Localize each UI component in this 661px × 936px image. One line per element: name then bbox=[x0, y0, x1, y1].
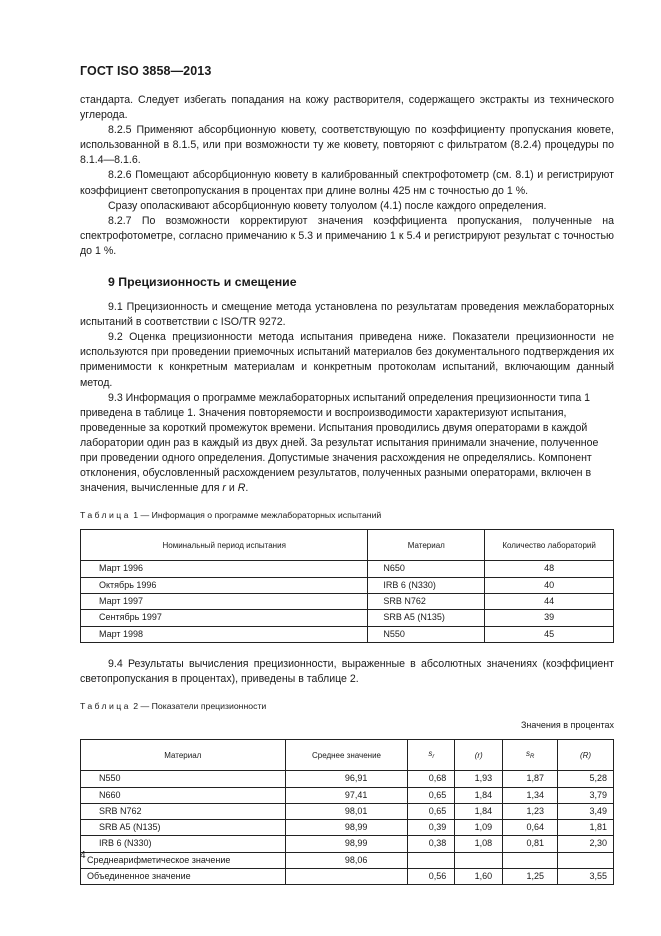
table-cell: 1,09 bbox=[455, 820, 503, 836]
table-cell: Октябрь 1996 bbox=[81, 577, 368, 593]
table-cell: 1,84 bbox=[455, 803, 503, 819]
paragraph-8-2-6: 8.2.6 Помещают абсорбционную кювету в калиброванный спектрофотометр (см. 8.1) и регистрируют коэффициент светопропускания в процентах при длине волны 425 нм с точностью до 1 %. bbox=[80, 169, 614, 197]
table-cell: 3,79 bbox=[558, 787, 614, 803]
page-number: 4 bbox=[80, 850, 86, 861]
table-cell-empty bbox=[558, 852, 614, 868]
table-cell: 1,34 bbox=[503, 787, 558, 803]
table-row bbox=[81, 836, 614, 852]
header-sr-subscript: r bbox=[432, 753, 435, 760]
header-sR-subscript: R bbox=[529, 753, 535, 760]
table-2-caption-text: 2 — Показатели прецизионности bbox=[130, 701, 267, 712]
table-cell: 96,91 bbox=[285, 771, 408, 787]
paragraph-8-2-6-rinse: Сразу ополаскивают абсорбционную кювету толуолом (4.1) после каждого определения. bbox=[108, 199, 547, 212]
pooled-label: Объединенное значение bbox=[81, 868, 286, 884]
table-1-header-labs: Количество лабораторий bbox=[485, 530, 614, 561]
table-2-units: Значения в процентах bbox=[520, 720, 614, 731]
table-1-header-period: Номинальный период испытания bbox=[81, 530, 368, 561]
table-row bbox=[81, 561, 614, 577]
table-1 bbox=[80, 529, 614, 642]
table-cell: 1,84 bbox=[455, 787, 503, 803]
table-1-caption-label: Таблица bbox=[80, 510, 131, 521]
table-cell: 98,99 bbox=[285, 836, 408, 852]
table-cell: 0,38 bbox=[408, 836, 455, 852]
table-cell: 1,87 bbox=[503, 771, 558, 787]
table-2-header-sR bbox=[503, 740, 558, 771]
table-2-header-r bbox=[455, 740, 503, 771]
header-r-symbol: (r) bbox=[474, 750, 483, 760]
table-2-header-mean: Среднее значение bbox=[285, 740, 408, 771]
paragraph-9-3-and: и bbox=[225, 482, 238, 495]
table-1-caption-text: 1 — Информация о программе межлабораторных испытаний bbox=[130, 510, 382, 521]
table-2-header-sr bbox=[408, 740, 455, 771]
table-cell-empty bbox=[503, 852, 558, 868]
paragraph-9-3 bbox=[80, 391, 614, 497]
table-cell: 98,99 bbox=[285, 820, 408, 836]
table-cell: 0,68 bbox=[408, 771, 455, 787]
average-label: Среднеарифметическое значение bbox=[81, 852, 286, 868]
table-cell: 1,81 bbox=[558, 820, 614, 836]
table-cell: N660 bbox=[81, 787, 286, 803]
paragraph-9-1: 9.1 Прецизионность и смещение метода установлена по результатам проведения межлабораторных испытаний в соответствии с ISO/TR 9272. bbox=[80, 301, 614, 329]
table-cell: 1,23 bbox=[503, 803, 558, 819]
table-2-caption bbox=[80, 699, 614, 714]
document-header: ГОСТ ISO 3858—2013 bbox=[80, 64, 212, 78]
average-value: 98,06 bbox=[285, 852, 408, 868]
paragraph-8-2-5: 8.2.5 Применяют абсорбционную кювету, соответствующую по коэффициенту пропускания кювете, использованной в 8.1.5, или при возможности ту же кювету, повторяют с фильтратом (8.2.4) процедуры по 8.1.4—8.1.6. bbox=[80, 124, 614, 167]
table-cell: 0,65 bbox=[408, 787, 455, 803]
table-cell: 0,64 bbox=[503, 820, 558, 836]
table-row bbox=[81, 593, 614, 609]
table-2-pooled-row bbox=[81, 868, 614, 884]
table-row bbox=[81, 787, 614, 803]
table-cell: 40 bbox=[485, 577, 614, 593]
table-1-header-row bbox=[81, 530, 614, 561]
table-cell: 45 bbox=[485, 626, 614, 642]
document-body bbox=[80, 93, 614, 885]
symbol-r: r bbox=[222, 482, 226, 495]
pooled-r: 1,60 bbox=[455, 868, 503, 884]
header-R-symbol: (R) bbox=[579, 750, 592, 760]
table-cell: 0,65 bbox=[408, 803, 455, 819]
table-2-header-material: Материал bbox=[81, 740, 286, 771]
header-sr-symbol: s bbox=[428, 748, 433, 758]
table-cell: 48 bbox=[485, 561, 614, 577]
table-cell: 2,30 bbox=[558, 836, 614, 852]
table-cell: Март 1997 bbox=[81, 593, 368, 609]
pooled-R: 3,55 bbox=[558, 868, 614, 884]
table-cell: Март 1996 bbox=[81, 561, 368, 577]
table-row bbox=[81, 803, 614, 819]
table-cell: N650 bbox=[368, 561, 485, 577]
table-cell: Сентябрь 1997 bbox=[81, 610, 368, 626]
table-row bbox=[81, 771, 614, 787]
paragraph-9-4: 9.4 Результаты вычисления прецизионности, выраженные в абсолютных значениях (коэффициент светопропускания в процентах), приведены в таблице 2. bbox=[80, 657, 614, 685]
table-cell: SRB A5 (N135) bbox=[81, 820, 286, 836]
pooled-sr: 0,56 bbox=[408, 868, 455, 884]
table-cell: 44 bbox=[485, 593, 614, 609]
table-cell: 1,08 bbox=[455, 836, 503, 852]
table-cell: 39 bbox=[485, 610, 614, 626]
table-cell: SRB N762 bbox=[81, 803, 286, 819]
table-cell: 5,28 bbox=[558, 771, 614, 787]
paragraph-9-2: 9.2 Оценка прецизионности метода испытания приведена ниже. Показатели прецизионности не используются при проведении приемочных испытаний материалов без документального подтверждения их применимости к конкретным материалам и конкретным протоколам испытаний, включающим данный метод. bbox=[80, 331, 614, 389]
table-cell: 97,41 bbox=[285, 787, 408, 803]
table-cell-empty bbox=[285, 868, 408, 884]
paragraph-8-2-7: 8.2.7 По возможности корректируют значения коэффициента пропускания, полученные на спектрофотометре, согласно примечанию к 5.3 и примечанию 1 к 5.4 и регистрируют результат с точностью до 1 %. bbox=[80, 214, 614, 257]
section-9-title: 9 Прецизионность и смещение bbox=[108, 275, 297, 290]
table-cell: 3,49 bbox=[558, 803, 614, 819]
symbol-R: R bbox=[237, 482, 246, 495]
table-row bbox=[81, 820, 614, 836]
table-cell: N550 bbox=[81, 771, 286, 787]
paragraph-continuation: стандарта. Следует избегать попадания на кожу растворителя, содержащего экстракты из технического углерода. bbox=[80, 94, 614, 122]
table-row bbox=[81, 626, 614, 642]
table-row bbox=[81, 577, 614, 593]
paragraph-9-3-text: 9.3 Информация о программе межлабораторных испытаний определения прецизионности типа 1 приведена в таблице 1. Значения повторяемости и воспроизводимости характеризуют испытания, проведенные за короткий промежуток времени. Испытания проводились двумя операторами в каждой лаборатории один раз в каждый из двух дней. За результат испытания принимали значение, полученное при проведении одного определения. Допустимые значения расхождения не определялись. Компонент отклонения, обусловленный расхождением результатов, полученных разными операторами, включен в значения, вычисленные для bbox=[80, 391, 599, 495]
table-2-caption-label: Таблица bbox=[80, 701, 131, 712]
table-cell: Март 1998 bbox=[81, 626, 368, 642]
table-cell: SRB A5 (N135) bbox=[368, 610, 485, 626]
table-cell: IRB 6 (N330) bbox=[368, 577, 485, 593]
table-2 bbox=[80, 739, 614, 885]
table-cell-empty bbox=[455, 852, 503, 868]
table-cell: 0,81 bbox=[503, 836, 558, 852]
paragraph-9-3-end: . bbox=[245, 482, 249, 495]
table-2-header-R bbox=[558, 740, 614, 771]
table-cell: 1,93 bbox=[455, 771, 503, 787]
pooled-sR: 1,25 bbox=[503, 868, 558, 884]
table-cell: SRB N762 bbox=[368, 593, 485, 609]
table-2-average-row bbox=[81, 852, 614, 868]
table-1-caption bbox=[80, 508, 614, 523]
table-row bbox=[81, 610, 614, 626]
table-cell: 0,39 bbox=[408, 820, 455, 836]
table-cell-empty bbox=[408, 852, 455, 868]
table-2-header-row bbox=[81, 740, 614, 771]
table-cell: IRB 6 (N330) bbox=[81, 836, 286, 852]
table-1-header-material: Материал bbox=[368, 530, 485, 561]
table-cell: N550 bbox=[368, 626, 485, 642]
header-sR-symbol: s bbox=[525, 748, 530, 758]
table-cell: 98,01 bbox=[285, 803, 408, 819]
